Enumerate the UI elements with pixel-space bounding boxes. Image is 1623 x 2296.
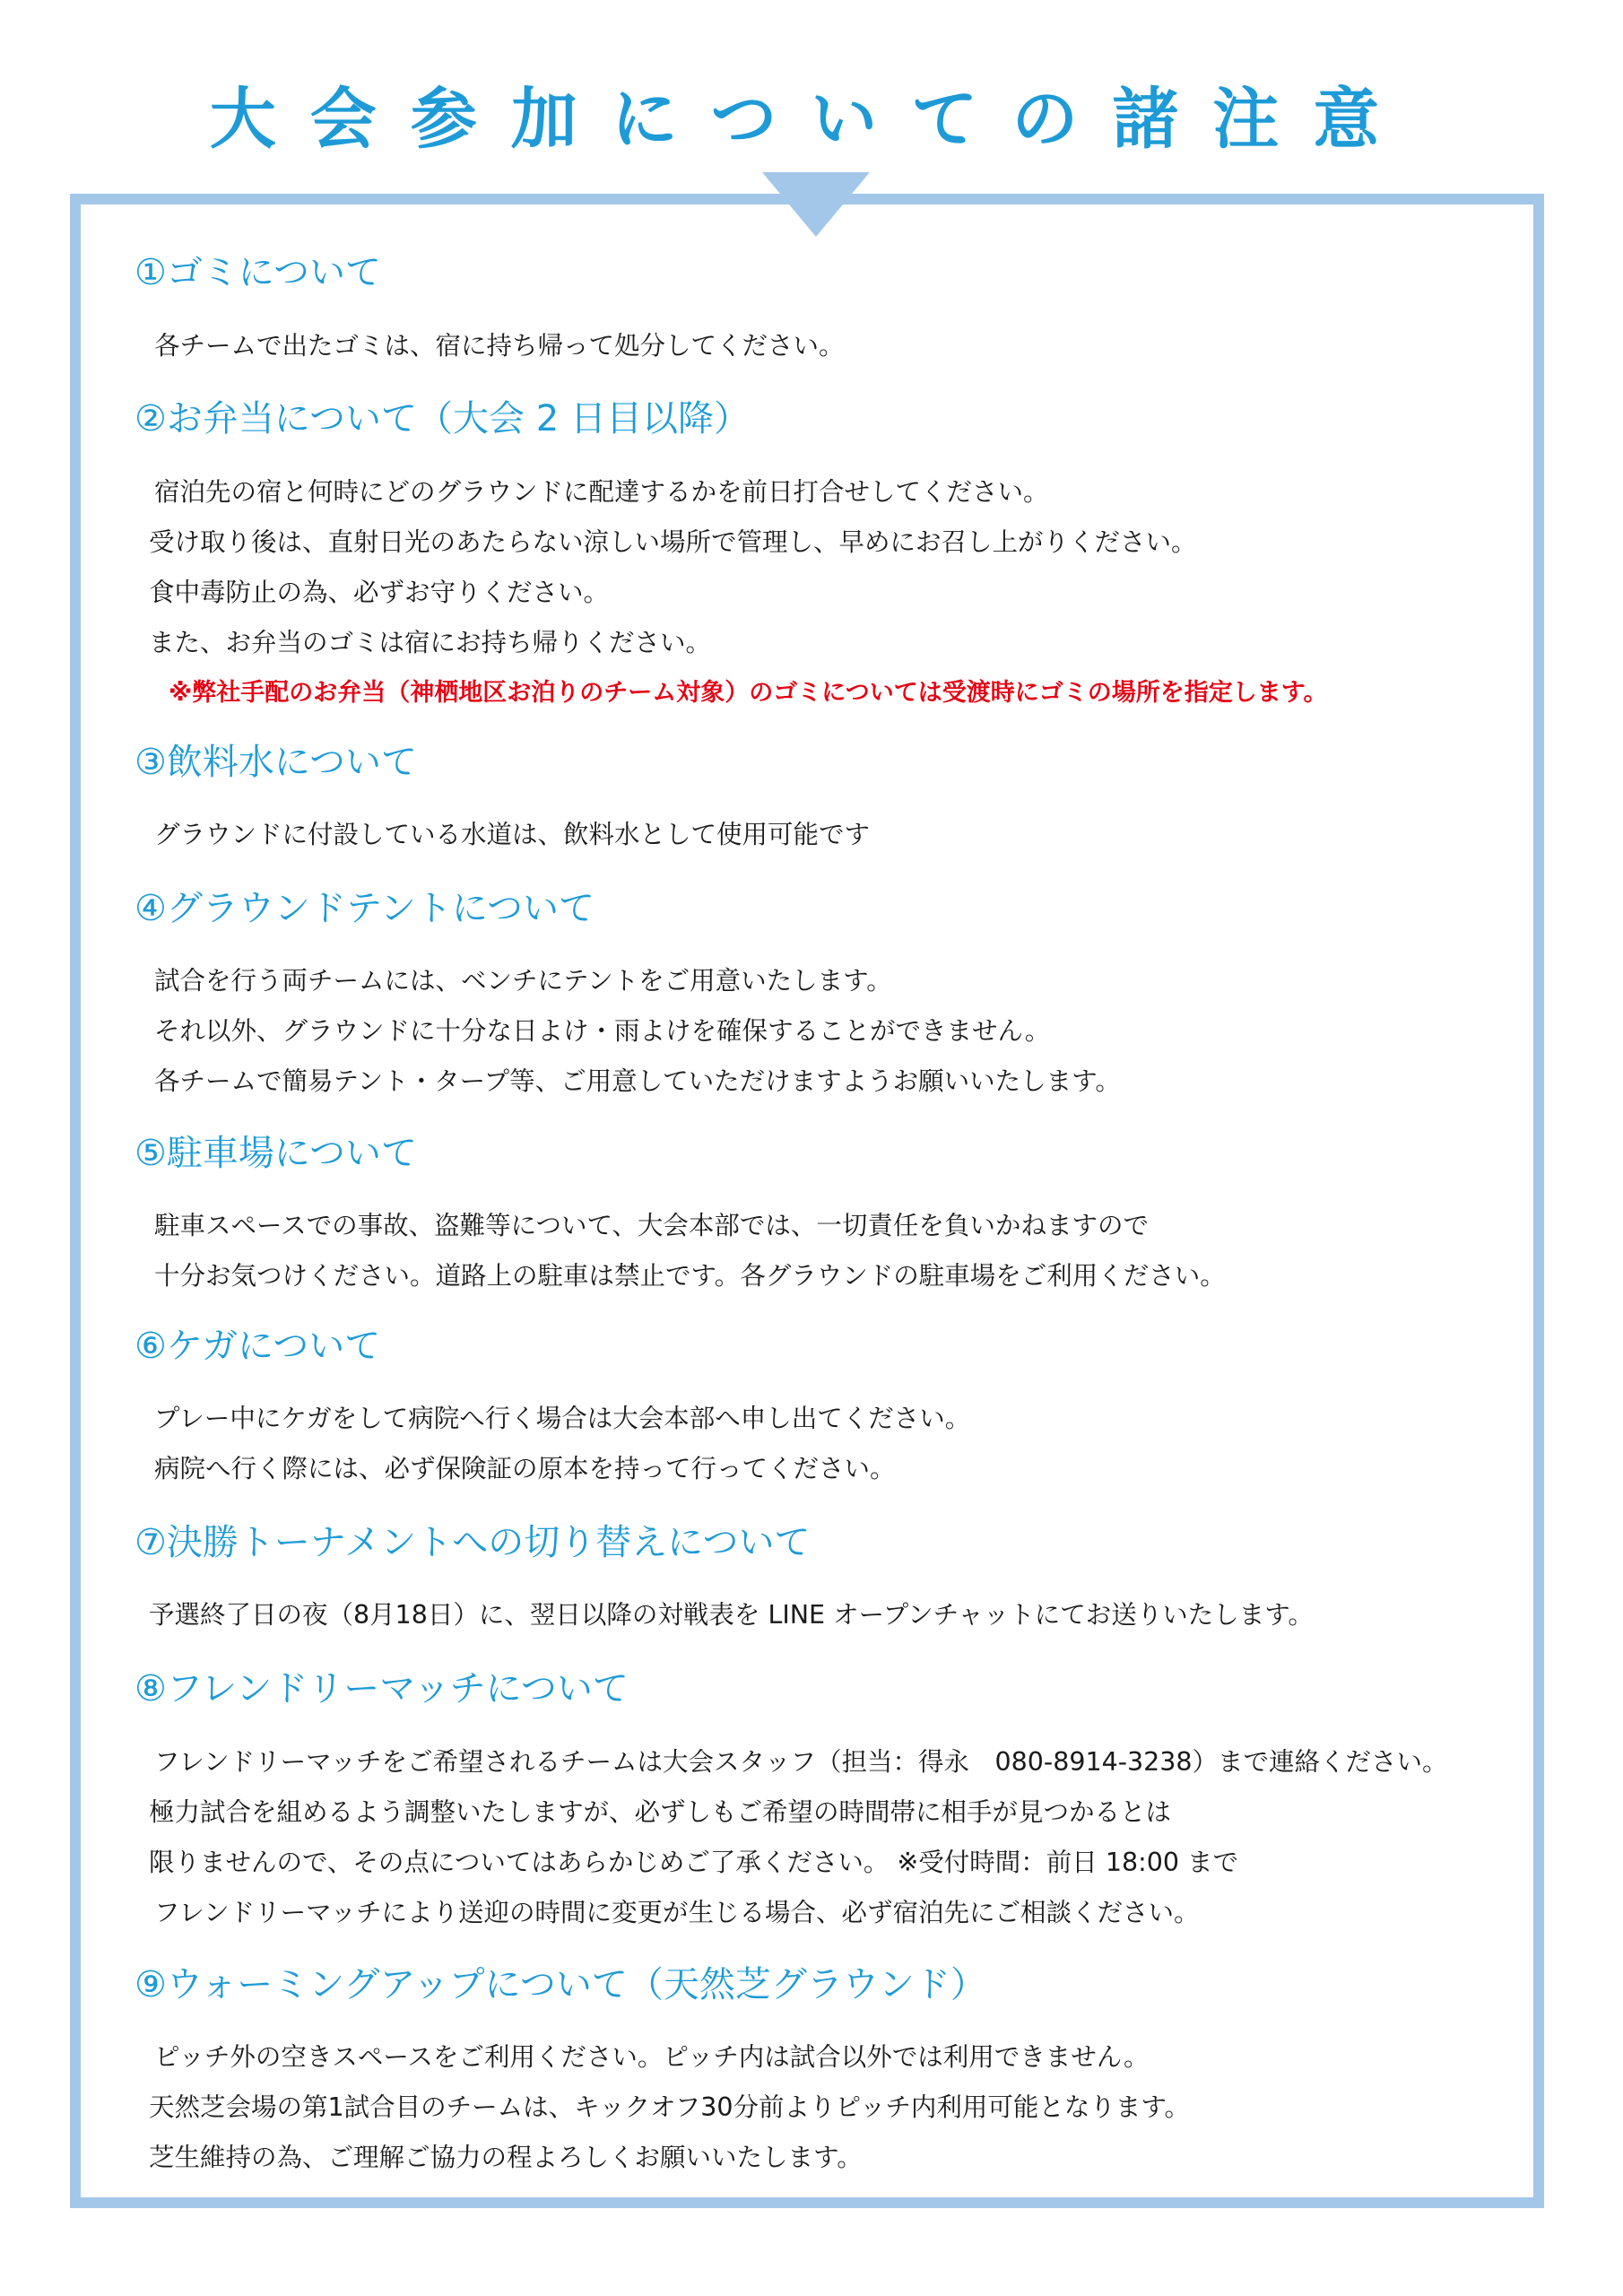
section-heading-ground-tent: ④グラウンドテントについて bbox=[135, 888, 595, 929]
section-line: 試合を行う両チームには、ベンチにテントをご用意いたします。 bbox=[154, 966, 892, 996]
section-heading-injury: ⑥ケガについて bbox=[135, 1326, 381, 1367]
section-line: それ以外、グラウンドに十分な日よけ・雨よけを確保することができません。 bbox=[154, 1016, 1051, 1046]
section-line: 天然芝会場の第1試合目のチームは、キックオフ30分前よりピッチ内利用可能となります。 bbox=[149, 2092, 1191, 2122]
section-heading-parking: ⑤駐車場について bbox=[135, 1133, 418, 1174]
section-heading-bento: ②お弁当について（大会 2 日目以降） bbox=[135, 398, 750, 439]
down-arrow-icon bbox=[762, 172, 870, 237]
section-line: 駐車スペースでの事故、盗難等について、大会本部では、一切責任を負いかねますので bbox=[154, 1211, 1149, 1240]
section-line: 予選終了日の夜（8月18日）に、翌日以降の対戦表を LINE オープンチャットにてお送りいたします。 bbox=[149, 1600, 1314, 1630]
section-heading-garbage: ①ゴミについて bbox=[135, 252, 382, 293]
section-line: 極力試合を組めるよう調整いたしますが、必ずしもご希望の時間帯に相手が見つかるとは bbox=[149, 1797, 1172, 1827]
section-line: 受け取り後は、直射日光のあたらない涼しい場所で管理し、早めにお召し上がりください。 bbox=[149, 527, 1197, 557]
section-line: フレンドリーマッチをご希望されるチームは大会スタッフ（担当：得永 080-8914-3238）まで連絡ください。 bbox=[154, 1747, 1448, 1777]
section-line: 各チームで出たゴミは、宿に持ち帰って処分してください。 bbox=[154, 331, 845, 361]
section-line: また、お弁当のゴミは宿にお持ち帰りください。 bbox=[149, 628, 712, 657]
section-line: グラウンドに付設している水道は、飲料水として使用可能です bbox=[154, 820, 871, 849]
section-line: 限りませんので、その点についてはあらかじめご了承ください。 ※受付時間：前日 18:00 まで bbox=[149, 1848, 1239, 1877]
section-line: 病院へ行く際には、必ず保険証の原本を持って行ってください。 bbox=[154, 1454, 896, 1483]
section-line: 食中毒防止の為、必ずお守りください。 bbox=[149, 578, 610, 607]
section-line: 十分お気つけください。道路上の駐車は禁止です。各グラウンドの駐車場をご利用ください。 bbox=[154, 1261, 1226, 1291]
section-heading-drinking-water: ③飲料水について bbox=[135, 742, 418, 783]
section-line: 各チームで簡易テント・タープ等、ご用意していただけますようお願いいたします。 bbox=[154, 1066, 1121, 1096]
section-line: フレンドリーマッチにより送迎の時間に変更が生じる場合、必ず宿泊先にご相談ください。 bbox=[154, 1898, 1200, 1927]
section-heading-friendly-match: ⑧フレンドリーマッチについて bbox=[135, 1668, 629, 1709]
section-line: 宿泊先の宿と何時にどのグラウンドに配達するかを前日打合せしてください。 bbox=[154, 477, 1049, 507]
section-heading-warming-up: ⑨ウォーミングアップについて（天然芝グラウンド） bbox=[135, 1964, 986, 2005]
section-line: ピッチ外の空きスペースをご利用ください。ピッチ内は試合以外では利用できません。 bbox=[154, 2042, 1150, 2072]
section-heading-tournament: ⑦決勝トーナメントへの切り替えについて bbox=[135, 1522, 811, 1563]
section-line: 芝生維持の為、ご理解ご協力の程よろしくお願いいたします。 bbox=[149, 2143, 863, 2172]
section-line: プレー中にケガをして病院へ行く場合は大会本部へ申し出てください。 bbox=[154, 1404, 971, 1433]
page-title: 大会参加についての諸注意 bbox=[209, 81, 1414, 158]
warning-note: ※弊社手配のお弁当（神栖地区お泊りのチーム対象）のゴミについては受渡時にゴミの場所を指定します。 bbox=[169, 679, 1328, 707]
